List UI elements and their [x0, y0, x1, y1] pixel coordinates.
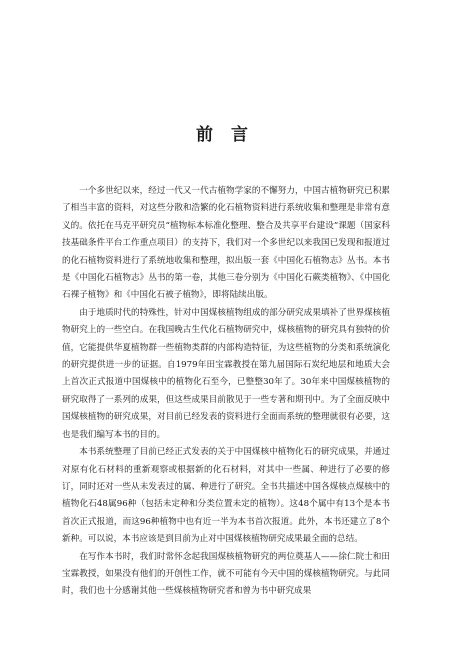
page-title: 前 言	[196, 125, 254, 145]
paragraph: 本书系统整理了目前已经正式发表的关于中国煤核中植物化石的研究成果，并通过对原有化石材料的重新观察或根据新的化石材料，对其中一些属、种进行了必要的修订，同时还对一些从未发表过的属、种进行了研究。全书共描述中国各煤核点煤核中的植物化石48属96种（包括未定种和分类位置未定的植物）。这48个属中有13个是本书首次正式报道，而这96种植物中也有近一半为本书首次报道。此外，本书还建立了8个新种。可以说，本书应该是到目前为止对中国煤核植物研究成果最全面的总结。	[62, 447, 390, 545]
paragraph: 由于地质时代的特殊性，针对中国煤核植物组成的部分研究成果填补了世界煤核植物研究上的一些空白。在我国晚古生代化石植物研究中，煤核植物的研究具有独特的价值，它能提供华夏植物群一些植物类群的内部构造特征，为这些植物的分类和系统演化的研究提供进一步的证据。自1979年田宝霖教授在第九届国际石炭纪地层和地质大会上首次正式报道中国煤核中的植物化石至今，已整整30年了。30年来中国煤核植物的研究取得了一系列的成果，但这些成果目前散见于一些专著和期刊中。为了全面反映中国煤核植物的研究成果，对目前已经发表的资料进行全面而系统的整理就很有必要，这也是我们编写本书的目的。	[62, 307, 390, 440]
paragraph: 一个多世纪以来，经过一代又一代古植物学家的不懈努力，中国古植物研究已积累了相当丰富的资料，对这些分散和浩繁的化石植物资料进行系统收集和整理是非常有意义的。依托在马克平研究员“植物标本标准化整理、整合及共享平台建设”课题（国家科技基础条件平台工作重点项目）的支持下，我们对一个多世纪以来我国已发现和报道过的化石植物资料进行了系统地收集和整理，拟出版一套《中国化石植物志》丛书。本书是《中国化石植物志》丛书的第一卷，其他三卷分别为《中国化石蕨类植物》、《中国化石裸子植物》和《中国化石被子植物》，即将陆续出版。	[62, 186, 390, 301]
preface-body	[62, 183, 390, 601]
paragraph: 在写作本书时，我们时常怀念起我国煤核植物研究的两位奠基人——徐仁院士和田宝霖教授，如果没有他们的开创性工作，就不可能有今天中国的煤核植物研究。与此同时，我们也十分感谢其他一些煤核植物研究者和曾为书中研究成果	[62, 551, 390, 597]
